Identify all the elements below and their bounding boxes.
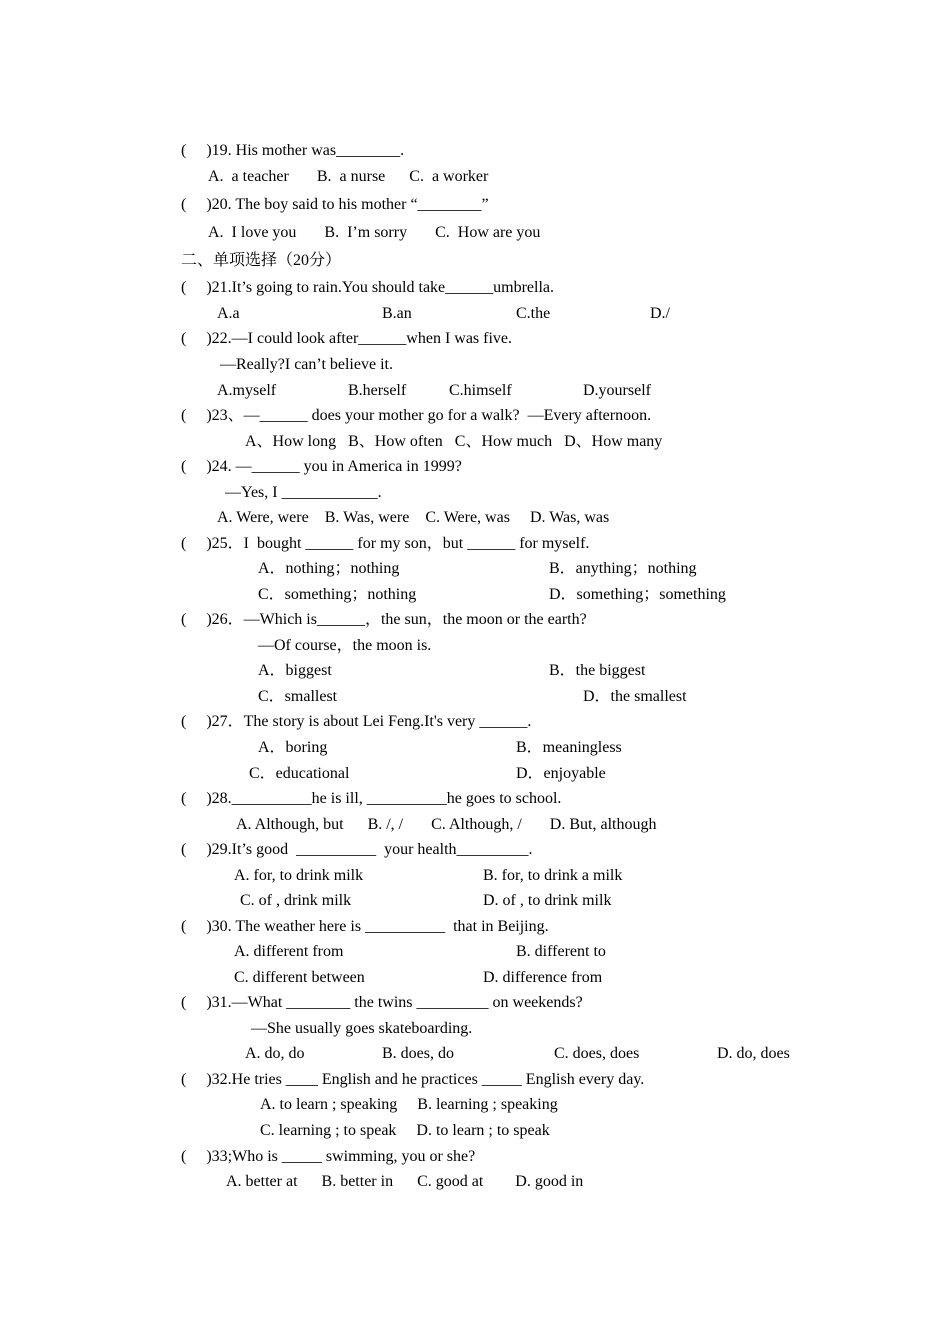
options-32-cd: C. learning ; to speak D. to learn ; to speak xyxy=(260,1122,550,1139)
question-22-reply: —Really?I can’t believe it. xyxy=(220,356,393,373)
option-29-c: C. of , drink milk xyxy=(240,892,352,909)
question-21: ( )21.It’s going to rain.You should take______umbrella. xyxy=(181,279,555,296)
option-30-c: C. different between xyxy=(234,969,365,986)
question-28: ( )28.__________he is ill, __________he goes to school. xyxy=(181,790,562,807)
question-25: ( )25．I bought ______ for my son，but ______ for myself. xyxy=(181,535,590,552)
option-27-d: D．enjoyable xyxy=(516,765,606,782)
option-21-a: A.a xyxy=(217,305,240,322)
options-28: A. Although, but B. /, / C. Although, / D. But, although xyxy=(236,816,657,833)
option-22-a: A.myself xyxy=(217,382,277,399)
option-22-b: B.herself xyxy=(348,382,407,399)
option-27-a: A．boring xyxy=(258,739,328,756)
option-30-a: A. different from xyxy=(234,943,344,960)
option-21-b: B.an xyxy=(382,305,412,322)
option-27-c: C．educational xyxy=(249,765,350,782)
options-33: A. better at B. better in C. good at D. good in xyxy=(226,1173,584,1190)
option-22-d: D.yourself xyxy=(583,382,651,399)
option-31-b: B. does, do xyxy=(382,1045,454,1062)
question-31-reply: —She usually goes skateboarding. xyxy=(251,1020,473,1037)
question-32: ( )32.He tries ____ English and he practices _____ English every day. xyxy=(181,1071,645,1088)
question-19: ( )19. His mother was________. xyxy=(181,142,405,159)
option-26-d: D．the smallest xyxy=(583,688,687,705)
option-21-c: C.the xyxy=(516,305,551,322)
option-30-d: D. difference from xyxy=(483,969,603,986)
question-22: ( )22.—I could look after______when I was five. xyxy=(181,330,513,347)
option-25-b: B．anything；nothing xyxy=(549,560,697,577)
question-30: ( )30. The weather here is __________ that in Beijing. xyxy=(181,918,549,935)
question-24-reply: —Yes, I ____________. xyxy=(225,484,382,501)
options-32-ab: A. to learn ; speaking B. learning ; speaking xyxy=(260,1096,558,1113)
question-29: ( )29.It’s good __________ your health_________. xyxy=(181,841,533,858)
option-27-b: B．meaningless xyxy=(516,739,622,756)
option-31-a: A. do, do xyxy=(245,1045,305,1062)
question-24: ( )24. —______ you in America in 1999? xyxy=(181,458,462,475)
options-23: A、How long B、How often C、How much D、How many xyxy=(245,433,663,450)
option-26-c: C．smallest xyxy=(258,688,338,705)
option-31-d: D. do, does xyxy=(717,1045,790,1062)
question-20: ( )20. The boy said to his mother “________” xyxy=(181,196,489,213)
option-29-b: B. for, to drink a milk xyxy=(483,867,623,884)
option-22-c: C.himself xyxy=(449,382,512,399)
options-19: A. a teacher B. a nurse C. a worker xyxy=(208,168,489,185)
option-26-a: A．biggest xyxy=(258,662,332,679)
question-26-reply: —Of course，the moon is. xyxy=(258,637,432,654)
option-26-b: B．the biggest xyxy=(549,662,646,679)
question-23: ( )23、—______ does your mother go for a walk? —Every afternoon. xyxy=(181,407,652,424)
question-27: ( )27．The story is about Lei Feng.It's very ______. xyxy=(181,713,532,730)
question-33: ( )33;Who is _____ swimming, you or she? xyxy=(181,1148,476,1165)
options-24: A. Were, were B. Was, were C. Were, was D. Was, was xyxy=(217,509,610,526)
question-26: ( )26．—Which is______，the sun，the moon or the earth? xyxy=(181,611,587,628)
option-25-d: D．something；something xyxy=(549,586,726,603)
option-21-d: D./ xyxy=(650,305,670,322)
section-heading: 二、单项选择（20分） xyxy=(181,252,342,269)
option-30-b: B. different to xyxy=(516,943,606,960)
options-20: A. I love you B. I’m sorry C. How are you xyxy=(208,224,541,241)
option-29-a: A. for, to drink milk xyxy=(234,867,364,884)
option-25-c: C．something；nothing xyxy=(258,586,417,603)
option-25-a: A．nothing；nothing xyxy=(258,560,400,577)
option-29-d: D. of , to drink milk xyxy=(483,892,612,909)
question-31: ( )31.—What ________ the twins _________ on weekends? xyxy=(181,994,583,1011)
option-31-c: C. does, does xyxy=(554,1045,640,1062)
